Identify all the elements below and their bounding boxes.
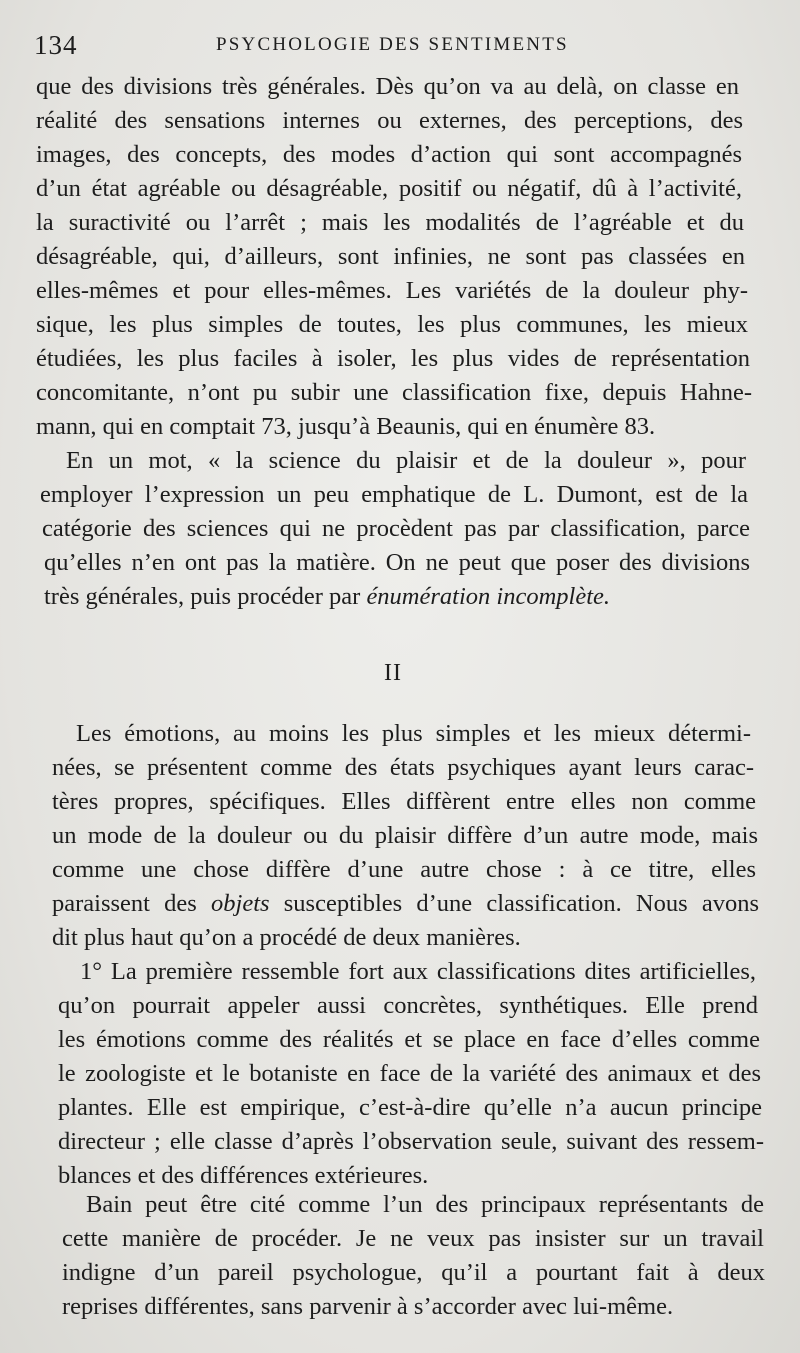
text-line: Les émotions, au moins les plus simples et les mieux détermi- <box>76 720 751 747</box>
text-line: Bain peut être cité comme l’un des principaux représentants de <box>86 1191 764 1218</box>
text-line: la suractivité ou l’arrêt ; mais les modalités de l’agréable et du <box>36 209 744 236</box>
text-line: En un mot, « la science du plaisir et de la douleur », pour <box>66 447 746 474</box>
text-line: d’un état agréable ou désagréable, positif ou négatif, dû à l’activité, <box>36 175 742 202</box>
text-segment: très générales, puis procéder par <box>44 583 367 610</box>
text-line: mann, qui en comptait 73, jusqu’à Beaunis, qui en énumère 83. <box>36 413 656 440</box>
text-line: concomitante, n’ont pu subir une classification fixe, depuis Hahne- <box>36 379 752 406</box>
text-line: étudiées, les plus faciles à isoler, les plus vides de représentation <box>36 345 750 372</box>
text-line: les émotions comme des réalités et se place en face d’elles comme <box>58 1026 760 1053</box>
emphasis-text: énumération incomplète. <box>366 583 611 610</box>
text-line: employer l’expression un peu emphatique de L. Dumont, est de la <box>40 481 748 508</box>
text-line: que des divisions très générales. Dès qu’on va au delà, on classe en <box>36 73 739 100</box>
text-segment: susceptibles d’une classification. Nous avons <box>269 890 760 917</box>
text-line: tères propres, spécifiques. Elles diffèrent entre elles non comme <box>52 788 756 815</box>
text-line: cette manière de procéder. Je ne veux pas insister sur un travail <box>62 1225 764 1252</box>
text-line: plantes. Elle est empirique, c’est-à-dire qu’elle n’a aucun principe <box>58 1094 762 1121</box>
text-line <box>52 887 759 921</box>
text-line: un mode de la douleur ou du plaisir diffère d’un autre mode, mais <box>52 822 758 849</box>
text-line: le zoologiste et le botaniste en face de la variété des animaux et des <box>58 1060 761 1087</box>
page-header <box>34 30 760 64</box>
text-line: comme une chose diffère d’une autre chose : à ce titre, elles <box>52 856 756 883</box>
text-line: catégorie des sciences qui ne procèdent pas par classification, parce <box>42 515 750 542</box>
text-line: qu’on pourrait appeler aussi concrètes, synthétiques. Elle prend <box>58 992 758 1019</box>
text-segment: paraissent des <box>52 890 212 917</box>
text-line: indigne d’un pareil psychologue, qu’il a pourtant fait à deux <box>62 1259 765 1286</box>
text-line: elles-mêmes et pour elles-mêmes. Les variétés de la douleur phy- <box>36 277 748 304</box>
text-line: désagréable, qui, d’ailleurs, sont infinies, ne sont pas classées en <box>36 243 745 270</box>
text-line: blances et des différences extérieures. <box>58 1162 429 1189</box>
text-line: qu’elles n’en ont pas la matière. On ne peut que poser des divisions <box>44 549 750 576</box>
text-line: réalité des sensations internes ou externes, des perceptions, des <box>36 107 743 134</box>
text-line <box>44 580 684 614</box>
text-line: reprises différentes, sans parvenir à s’accorder avec lui-même. <box>62 1293 674 1320</box>
emphasis-text: objets <box>211 890 270 917</box>
page-number: 134 <box>34 30 78 60</box>
text-line: directeur ; elle classe d’après l’observation seule, suivant des ressem- <box>58 1128 764 1155</box>
text-line: sique, les plus simples de toutes, les plus communes, les mieux <box>36 311 748 338</box>
text-line: nées, se présentent comme des états psychiques ayant leurs carac- <box>52 754 754 781</box>
section-heading: II <box>384 660 402 686</box>
text-line: dit plus haut qu’on a procédé de deux manières. <box>52 924 521 951</box>
text-line: 1° La première ressemble fort aux classifications dites artificielles, <box>80 958 756 985</box>
running-title: PSYCHOLOGIE DES SENTIMENTS <box>216 34 569 55</box>
text-line: images, des concepts, des modes d’action qui sont accompagnés <box>36 141 742 168</box>
